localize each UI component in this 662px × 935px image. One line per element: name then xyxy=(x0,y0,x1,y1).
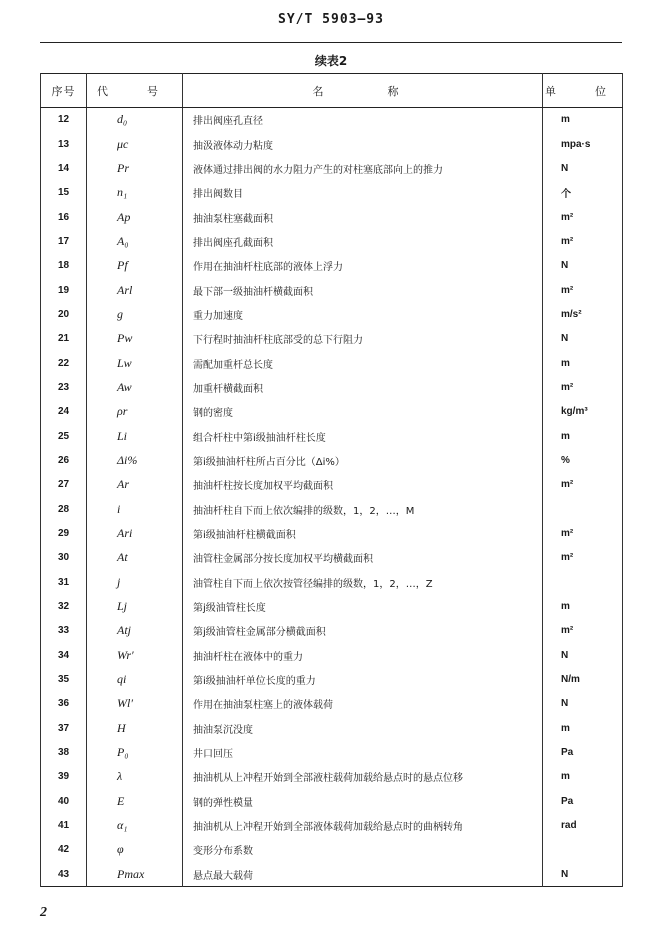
row-name: 下行程时抽油杆柱底部受的总下行阻力 xyxy=(183,327,543,351)
row-name: 组合杆柱中第i级抽油杆柱长度 xyxy=(183,424,543,448)
row-number: 12 xyxy=(41,108,87,132)
table-row xyxy=(41,740,623,764)
row-symbol: Ari xyxy=(87,521,183,545)
row-name: 抽油杆柱按长度加权平均截面积 xyxy=(183,473,543,497)
table-row xyxy=(41,424,623,448)
table-row xyxy=(41,862,623,886)
table-row xyxy=(41,692,623,716)
row-symbol: Pf xyxy=(87,254,183,278)
table-row xyxy=(41,156,623,180)
row-symbol: α₁ xyxy=(87,813,183,837)
row-unit: Pa xyxy=(543,789,623,813)
table-row xyxy=(41,108,623,132)
row-symbol: qi xyxy=(87,667,183,691)
table-row xyxy=(41,716,623,740)
table-row xyxy=(41,813,623,837)
table-row xyxy=(41,765,623,789)
table-row xyxy=(41,838,623,862)
row-unit xyxy=(543,497,623,521)
row-unit: m² xyxy=(543,229,623,253)
row-name: 变形分布系数 xyxy=(183,838,543,862)
table-row xyxy=(41,278,623,302)
row-symbol: Pr xyxy=(87,156,183,180)
table-row xyxy=(41,400,623,424)
row-number: 22 xyxy=(41,351,87,375)
row-unit: % xyxy=(543,448,623,472)
row-symbol: Ap xyxy=(87,205,183,229)
table-row xyxy=(41,789,623,813)
row-symbol: n₁ xyxy=(87,181,183,205)
row-name: 第j级油管柱金属部分横截面积 xyxy=(183,619,543,643)
row-symbol: Δi% xyxy=(87,448,183,472)
row-symbol: At xyxy=(87,546,183,570)
row-unit: m xyxy=(543,716,623,740)
row-number: 20 xyxy=(41,302,87,326)
table-row xyxy=(41,570,623,594)
row-number: 31 xyxy=(41,570,87,594)
row-number: 13 xyxy=(41,132,87,156)
row-unit: Pa xyxy=(543,740,623,764)
page-number: 2 xyxy=(40,905,47,920)
row-symbol: Arl xyxy=(87,278,183,302)
table-row xyxy=(41,667,623,691)
row-number: 19 xyxy=(41,278,87,302)
row-number: 36 xyxy=(41,692,87,716)
row-unit: kg/m³ xyxy=(543,400,623,424)
row-number: 41 xyxy=(41,813,87,837)
row-number: 21 xyxy=(41,327,87,351)
table-caption: 续表2 xyxy=(314,54,348,68)
row-number: 35 xyxy=(41,667,87,691)
table-row xyxy=(41,254,623,278)
row-name: 液体通过排出阀的水力阻力产生的对柱塞底部向上的推力 xyxy=(183,156,543,180)
table-row xyxy=(41,327,623,351)
row-unit: m xyxy=(543,108,623,132)
row-name: 抽油泵沉没度 xyxy=(183,716,543,740)
row-number: 30 xyxy=(41,546,87,570)
row-name: 第j级油管柱长度 xyxy=(183,594,543,618)
table-row xyxy=(41,619,623,643)
row-unit: m² xyxy=(543,278,623,302)
row-name: 油管柱金属部分按长度加权平均横截面积 xyxy=(183,546,543,570)
row-number: 24 xyxy=(41,400,87,424)
table-row xyxy=(41,546,623,570)
column-header-number: 序号 xyxy=(41,74,87,108)
row-symbol: i xyxy=(87,497,183,521)
row-name: 排出阀座孔直径 xyxy=(183,108,543,132)
row-unit xyxy=(543,570,623,594)
table-row xyxy=(41,497,623,521)
table-body xyxy=(41,108,623,887)
row-number: 29 xyxy=(41,521,87,545)
row-unit: N xyxy=(543,327,623,351)
row-unit xyxy=(543,838,623,862)
row-number: 32 xyxy=(41,594,87,618)
row-number: 37 xyxy=(41,716,87,740)
row-name: 需配加重杆总长度 xyxy=(183,351,543,375)
row-name: 抽油杆柱自下而上依次编排的级数，1，2，…，M xyxy=(183,497,543,521)
row-symbol: μc xyxy=(87,132,183,156)
row-symbol: Lw xyxy=(87,351,183,375)
row-symbol: E xyxy=(87,789,183,813)
row-name: 钢的弹性模量 xyxy=(183,789,543,813)
row-symbol: ρr xyxy=(87,400,183,424)
row-name: 悬点最大载荷 xyxy=(183,862,543,886)
row-unit: 个 xyxy=(543,181,623,205)
row-unit: N xyxy=(543,643,623,667)
row-number: 40 xyxy=(41,789,87,813)
row-symbol: j xyxy=(87,570,183,594)
row-name: 加重杆横截面积 xyxy=(183,375,543,399)
row-name: 排出阀数目 xyxy=(183,181,543,205)
column-header-name: 名 称 xyxy=(183,74,543,108)
row-symbol: Ar xyxy=(87,473,183,497)
row-number: 15 xyxy=(41,181,87,205)
row-unit: N xyxy=(543,692,623,716)
table-row xyxy=(41,132,623,156)
row-number: 33 xyxy=(41,619,87,643)
row-number: 34 xyxy=(41,643,87,667)
row-symbol: Pw xyxy=(87,327,183,351)
row-unit: m² xyxy=(543,473,623,497)
table-row xyxy=(41,181,623,205)
row-number: 28 xyxy=(41,497,87,521)
row-name: 第i级抽油杆单位长度的重力 xyxy=(183,667,543,691)
row-unit: m/s² xyxy=(543,302,623,326)
row-symbol: Wl′ xyxy=(87,692,183,716)
standard-header: SY/T 5903—93 xyxy=(278,12,384,27)
symbols-table xyxy=(40,73,623,887)
row-name: 抽油杆柱在液体中的重力 xyxy=(183,643,543,667)
row-unit: m xyxy=(543,594,623,618)
row-name: 抽油机从上冲程开始到全部液柱载荷加载给悬点时的悬点位移 xyxy=(183,765,543,789)
row-unit: m xyxy=(543,424,623,448)
row-name: 作用在抽油杆柱底部的液体上浮力 xyxy=(183,254,543,278)
row-symbol: g xyxy=(87,302,183,326)
table-row xyxy=(41,351,623,375)
table-row xyxy=(41,473,623,497)
row-unit: N xyxy=(543,862,623,886)
row-symbol: H xyxy=(87,716,183,740)
table-row xyxy=(41,448,623,472)
row-symbol: Pmax xyxy=(87,862,183,886)
row-number: 14 xyxy=(41,156,87,180)
row-unit: mpa·s xyxy=(543,132,623,156)
row-number: 26 xyxy=(41,448,87,472)
row-name: 抽油泵柱塞截面积 xyxy=(183,205,543,229)
row-unit: m² xyxy=(543,619,623,643)
row-name: 作用在抽油泵柱塞上的液体载荷 xyxy=(183,692,543,716)
row-number: 25 xyxy=(41,424,87,448)
row-unit: rad xyxy=(543,813,623,837)
row-unit: m² xyxy=(543,375,623,399)
row-symbol: Wr′ xyxy=(87,643,183,667)
row-unit: m² xyxy=(543,546,623,570)
row-symbol: P₀ xyxy=(87,740,183,764)
row-number: 23 xyxy=(41,375,87,399)
column-header-unit: 单 位 xyxy=(543,74,623,108)
row-unit: N xyxy=(543,156,623,180)
row-symbol: Aw xyxy=(87,375,183,399)
row-unit: m xyxy=(543,351,623,375)
row-number: 16 xyxy=(41,205,87,229)
row-name: 最下部一级抽油杆横截面积 xyxy=(183,278,543,302)
table-row xyxy=(41,375,623,399)
row-number: 27 xyxy=(41,473,87,497)
row-number: 38 xyxy=(41,740,87,764)
row-unit: m² xyxy=(543,205,623,229)
column-header-symbol: 代 号 xyxy=(87,74,183,108)
table-row xyxy=(41,521,623,545)
row-unit: m xyxy=(543,765,623,789)
row-name: 排出阀座孔截面积 xyxy=(183,229,543,253)
table-header-row xyxy=(41,74,623,108)
row-number: 43 xyxy=(41,862,87,886)
row-symbol: A₀ xyxy=(87,229,183,253)
row-name: 抽汲液体动力粘度 xyxy=(183,132,543,156)
row-symbol: Li xyxy=(87,424,183,448)
row-name: 第i级抽油杆柱横截面积 xyxy=(183,521,543,545)
row-name: 抽油机从上冲程开始到全部液体载荷加载给悬点时的曲柄转角 xyxy=(183,813,543,837)
row-number: 17 xyxy=(41,229,87,253)
row-number: 42 xyxy=(41,838,87,862)
row-name: 第i级抽油杆柱所占百分比（Δi%） xyxy=(183,448,543,472)
row-number: 18 xyxy=(41,254,87,278)
row-symbol: d₀ xyxy=(87,108,183,132)
row-name: 重力加速度 xyxy=(183,302,543,326)
row-name: 井口回压 xyxy=(183,740,543,764)
table-row xyxy=(41,229,623,253)
table-row xyxy=(41,594,623,618)
row-name: 钢的密度 xyxy=(183,400,543,424)
row-unit: N/m xyxy=(543,667,623,691)
row-symbol: Lj xyxy=(87,594,183,618)
table-row xyxy=(41,302,623,326)
row-symbol: φ xyxy=(87,838,183,862)
row-unit: N xyxy=(543,254,623,278)
table-row xyxy=(41,643,623,667)
header-rule xyxy=(40,42,622,43)
row-symbol: Atj xyxy=(87,619,183,643)
table-row xyxy=(41,205,623,229)
row-symbol: λ xyxy=(87,765,183,789)
row-name: 油管柱自下而上依次按管径编排的级数，1，2，…，Z xyxy=(183,570,543,594)
row-unit: m² xyxy=(543,521,623,545)
row-number: 39 xyxy=(41,765,87,789)
